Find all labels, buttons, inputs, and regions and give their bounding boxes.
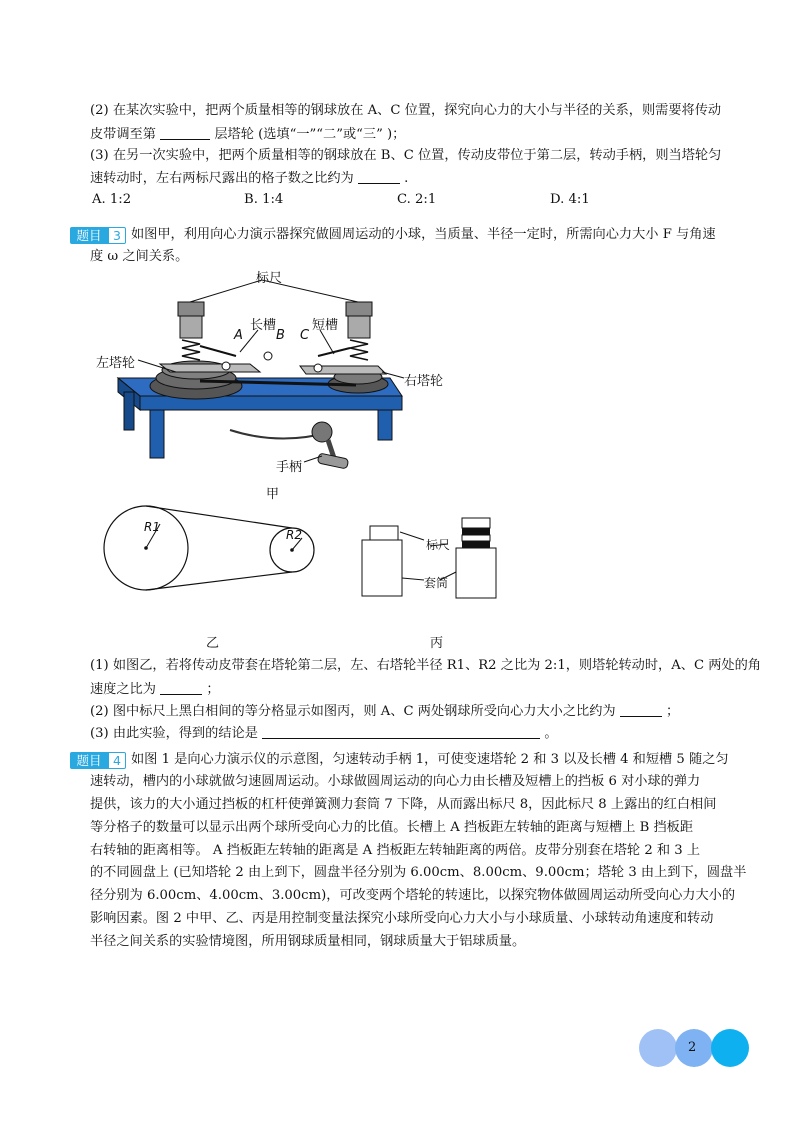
q2-part3-line2-prefix: 速转动时，左右两标尺露出的格子数之比约为	[90, 171, 354, 186]
q2-part2-line2-suffix: 层塔轮 (选填“一”“二”或“三” )；	[214, 127, 406, 142]
ball-c	[314, 364, 322, 372]
question-tag-label: 题目	[70, 752, 108, 769]
sleeve-left	[362, 540, 402, 596]
short-slot	[300, 366, 386, 374]
label-scale-bing: 标尺	[426, 538, 451, 552]
question-tag-number: 4	[108, 752, 126, 769]
figure-caption-yi: 乙	[206, 636, 220, 651]
option-c[interactable]: C. 2:1	[397, 192, 437, 207]
scale-left-top	[370, 526, 398, 540]
right-scale-cap	[346, 302, 372, 316]
q4-line: 半径之间关系的实验情境图，所用钢球质量相同，钢球质量大于铝球质量。	[90, 934, 526, 949]
q3-part3-suffix: 。	[544, 726, 558, 741]
pager-dot-light	[639, 1029, 677, 1067]
scale-right-stripe	[462, 528, 490, 535]
figure-caption-bing: 丙	[430, 636, 444, 651]
scale-right-stripe	[462, 541, 490, 548]
q2-part3-line2-suffix: .	[404, 171, 409, 186]
label-handle: 手柄	[276, 460, 303, 475]
q2-part2-line2-prefix: 皮带调至第	[90, 127, 156, 142]
left-lever	[200, 346, 236, 356]
right-lever	[318, 348, 350, 356]
q3-part2-suffix: ；	[666, 704, 680, 719]
label-pointer	[382, 372, 404, 378]
q4-line: 等分格子的数量可以显示出两个球所受向心力的比值。长槽上 A 挡板距左转轴的距离与短槽上 B 挡板距	[90, 820, 694, 835]
label-sleeve: 套筒	[424, 576, 449, 590]
q3-part1-line1: (1) 如图乙，若将传动皮带套在塔轮第二层，左、右塔轮半径 R1、R2 之比为 2:1，则塔轮转动时，A、C 两处的角	[90, 658, 761, 673]
q2-part2-line1: (2) 在某次实验中，把两个质量相等的钢球放在 A、C 位置，探究向心力的大小与半径的关系，则需要将传动	[90, 103, 722, 118]
option-d[interactable]: D. 4:1	[550, 192, 590, 207]
q4-line: 影响因素。图 2 中甲、乙、丙是用控制变量法探究小球所受向心力大小与小球质量、小球转动角速度和转动	[90, 911, 714, 926]
q3-part3-prefix: (3) 由此实验，得到的结论是	[90, 726, 258, 741]
q3-part2-prefix: (2) 图中标尺上黑白相间的等分格显示如图丙，则 A、C 两处钢球所受向心力大小之比约为	[90, 704, 616, 719]
option-b[interactable]: B. 1:4	[244, 192, 284, 207]
figure-caption-jia: 甲	[266, 487, 280, 502]
q4-line: 径分别为 6.00cm、4.00cm、3.00cm)，可改变两个塔轮的转速比，以探究物体做圆周运动所受向心力大小的	[90, 888, 736, 903]
q3-stem-line2: 度 ω 之间关系。	[90, 249, 189, 264]
label-b: B	[276, 328, 285, 343]
label-pointer	[402, 578, 424, 580]
label-pointer	[400, 532, 424, 540]
q2-part3-line1: (3) 在另一次实验中，把两个质量相等的钢球放在 B、C 位置，传动皮带位于第二层，转动手柄，则当塔轮匀	[90, 148, 722, 163]
right-scale-sleeve	[348, 316, 370, 338]
apparatus-leg	[150, 410, 164, 458]
question-tag-4	[70, 752, 124, 769]
crank-handle	[317, 453, 348, 469]
ball-a	[222, 362, 230, 370]
question-tag-number: 3	[108, 227, 126, 244]
right-spring	[350, 340, 368, 360]
label-short-slot: 短槽	[312, 318, 339, 333]
q4-line: 如图 1 是向心力演示仪的示意图，匀速转动手柄 1，可使变速塔轮 2 和 3 以及长槽 4 和短槽 5 随之匀	[131, 752, 729, 767]
q3-part3	[90, 724, 558, 743]
answer-blank[interactable]	[620, 702, 662, 717]
question-tag-label: 题目	[70, 227, 108, 244]
pulley-center	[290, 548, 294, 552]
pager-dot-cyan	[711, 1029, 749, 1067]
label-r2: R2	[286, 528, 302, 542]
crank-wheel	[312, 422, 332, 442]
q3-part2	[90, 702, 679, 721]
sleeve-right	[456, 548, 496, 598]
label-r1: R1	[144, 520, 160, 534]
label-long-slot: 长槽	[250, 318, 277, 333]
page-number-badge	[636, 1026, 766, 1070]
q3-part1-line2	[90, 680, 220, 699]
ball-b	[264, 352, 272, 360]
q4-line: 右转轴的距离相等。 A 挡板距左转轴的距离是 A 挡板距左转轴距离的两倍。皮带分别套在塔轮 2 和 3 上	[90, 843, 701, 858]
label-right-tower-wheel: 右塔轮	[404, 374, 444, 389]
left-scale-cap	[178, 302, 204, 316]
option-a[interactable]: A. 1:2	[92, 192, 132, 207]
q3-stem-line1: 如图甲，利用向心力演示器探究做圆周运动的小球，当质量、半径一定时，所需向心力大小 F 与角速	[131, 227, 716, 242]
belt-line	[146, 506, 292, 528]
answer-blank[interactable]	[160, 680, 202, 695]
belt-line	[146, 572, 292, 590]
q4-line: 速转动，槽内的小球就做匀速圆周运动。小球做圆周运动的向心力由长槽及短槽上的挡板 6 对小球的弹力	[90, 774, 701, 789]
left-spring	[182, 340, 200, 360]
q3-part1-suffix: ；	[206, 682, 220, 697]
label-a: A	[234, 328, 243, 343]
q3-part1-prefix: 速度之比为	[90, 682, 156, 697]
pulley-center	[144, 546, 148, 550]
q4-line: 提供，该力的大小通过挡板的杠杆使弹簧测力套筒 7 下降，从而露出标尺 8，因此标尺 8 上露出的红白相间	[90, 797, 717, 812]
apparatus-leg	[124, 392, 134, 430]
long-slot	[160, 364, 260, 372]
scale-right-stripe	[462, 535, 490, 541]
page-number: 2	[688, 1040, 697, 1055]
apparatus-leg	[378, 410, 392, 440]
q4-line: 的不同圆盘上 (已知塔轮 2 由上到下，圆盘半径分别为 6.00cm、8.00cm、9.00cm；塔轮 3 由上到下，圆盘半	[90, 865, 747, 880]
scale-right-top	[462, 518, 490, 528]
answer-blank[interactable]	[262, 724, 540, 739]
label-pointer	[320, 330, 334, 354]
label-c: C	[300, 328, 310, 343]
label-left-tower-wheel: 左塔轮	[96, 356, 136, 371]
left-scale-sleeve	[180, 316, 202, 338]
label-scale: 标尺	[256, 271, 283, 286]
